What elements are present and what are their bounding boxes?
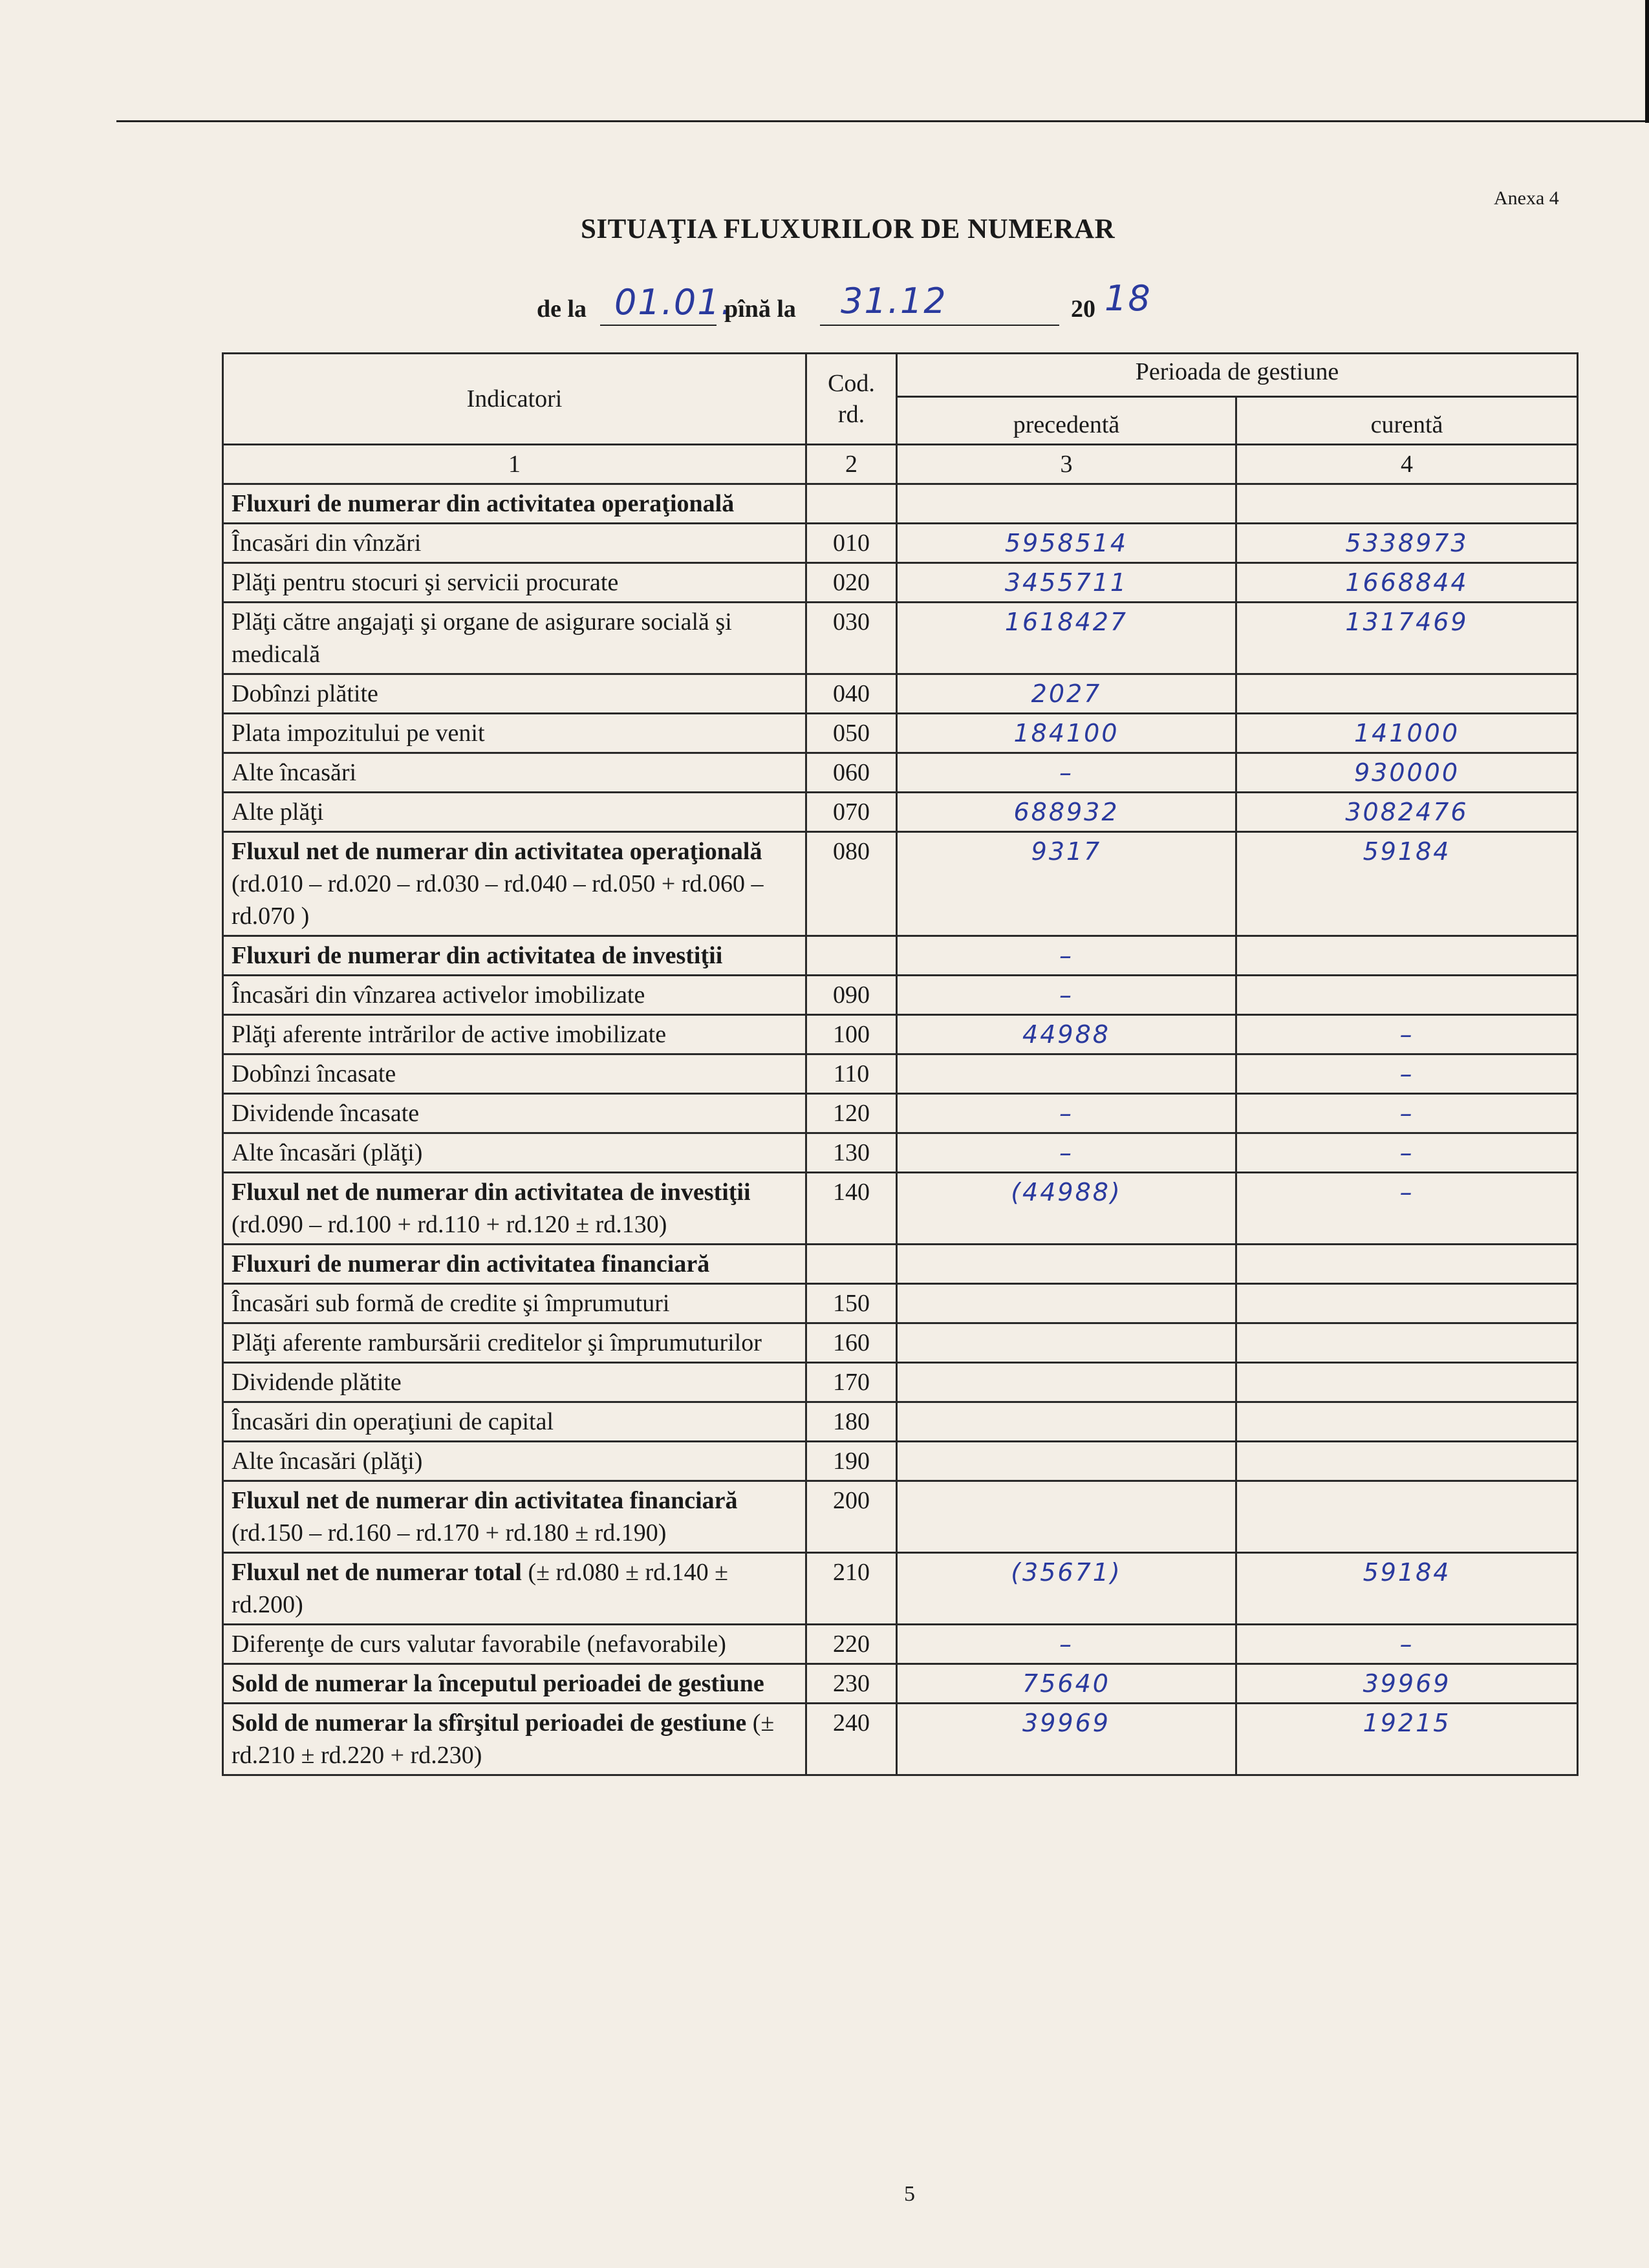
table-row [223,524,1578,563]
value-previous [897,1363,1236,1402]
value-current: – [1236,1133,1578,1173]
indicator-label: Fluxuri de numerar din activitatea operaţională [223,484,806,524]
indicator-label [223,832,806,936]
table-row [223,563,1578,603]
row-code: 230 [806,1664,897,1704]
indicator-label-formula: (rd.010 – rd.020 – rd.030 – rd.040 – rd.050 + rd.060 – rd.070 ) [232,870,764,930]
value-previous: (44988) [897,1173,1236,1245]
value-previous [897,1245,1236,1284]
indicator-label: Alte încasări (plăţi) [223,1133,806,1173]
row-code: 140 [806,1173,897,1245]
value-previous: 75640 [897,1664,1236,1704]
annex-label: Anexa 4 [1494,187,1559,209]
table-row [223,1323,1578,1363]
indicator-label-bold: Fluxul net de numerar total [232,1559,522,1586]
indicator-label-bold: Sold de numerar la sfîrşitul perioadei de gestiune [232,1709,747,1737]
row-code: 090 [806,976,897,1015]
indicator-label: Diferenţe de curs valutar favorabile (nefavorabile) [223,1625,806,1664]
header-period: Perioada de gestiune [897,354,1578,397]
table-row [223,1284,1578,1323]
row-code: 150 [806,1284,897,1323]
indicator-label: Alte plăţi [223,793,806,832]
value-previous: 184100 [897,714,1236,753]
indicator-label-formula: (± rd.210 ± rd.220 + rd.230) [232,1709,775,1769]
period-from-value: 01.01. [614,282,733,323]
header-previous: precedentă [897,397,1236,445]
value-previous [897,1442,1236,1481]
value-current: – [1236,1015,1578,1054]
indicator-label-bold: Fluxul net de numerar din activitatea financiară [232,1487,738,1514]
value-previous: 9317 [897,832,1236,936]
table-row [223,1054,1578,1094]
value-previous: – [897,1133,1236,1173]
table-row [223,1704,1578,1775]
value-current: 930000 [1236,753,1578,793]
value-previous: 3455711 [897,563,1236,603]
value-previous: – [897,936,1236,976]
value-current: 59184 [1236,1553,1578,1625]
indicator-label: Dobînzi încasate [223,1054,806,1094]
row-code: 210 [806,1553,897,1625]
value-previous: 5958514 [897,524,1236,563]
value-current [1236,1481,1578,1553]
table-row [223,936,1578,976]
value-previous: 1618427 [897,603,1236,674]
row-code: 020 [806,563,897,603]
indicator-label: Încasări din vînzarea activelor imobilizate [223,976,806,1015]
table-row [223,1402,1578,1442]
table-row [223,674,1578,714]
table-row [223,1625,1578,1664]
indicator-label: Dobînzi plătite [223,674,806,714]
row-code: 130 [806,1133,897,1173]
indicator-label: Plăţi pentru stocuri şi servicii procurate [223,563,806,603]
page-number: 5 [904,2182,915,2206]
period-to-line [820,325,1059,326]
indicator-label: Plăţi aferente rambursării creditelor şi împrumuturilor [223,1323,806,1363]
row-code: 240 [806,1704,897,1775]
row-code: 030 [806,603,897,674]
value-current [1236,936,1578,976]
value-previous [897,1284,1236,1323]
table-row [223,714,1578,753]
table-row [223,1442,1578,1481]
value-current: – [1236,1625,1578,1664]
value-current [1236,1323,1578,1363]
value-current: 141000 [1236,714,1578,753]
value-current: 5338973 [1236,524,1578,563]
table-row [223,484,1578,524]
indicator-label: Dividende încasate [223,1094,806,1133]
value-current: – [1236,1094,1578,1133]
indicator-label-formula: (± rd.080 ± rd.140 ± rd.200) [232,1559,728,1618]
indicator-label: Alte încasări (plăţi) [223,1442,806,1481]
row-code [806,936,897,976]
header-current: curentă [1236,397,1578,445]
value-previous [897,1481,1236,1553]
period-to-value: 31.12 [841,281,947,321]
value-current: 1317469 [1236,603,1578,674]
value-current [1236,1402,1578,1442]
table-row [223,1015,1578,1054]
indicator-label-bold: Fluxul net de numerar din activitatea de investiţii [232,1179,751,1206]
value-previous [897,1402,1236,1442]
value-current: 59184 [1236,832,1578,936]
value-previous: (35671) [897,1553,1236,1625]
indicator-label: Încasări sub formă de credite şi împrumuturi [223,1284,806,1323]
indicator-label: Încasări din operaţiuni de capital [223,1402,806,1442]
column-number: 3 [897,445,1236,484]
value-current: 39969 [1236,1664,1578,1704]
row-code: 160 [806,1323,897,1363]
page-top-rule [116,120,1649,122]
value-current [1236,1363,1578,1402]
value-previous: 39969 [897,1704,1236,1775]
row-code: 170 [806,1363,897,1402]
document-title: SITUAŢIA FLUXURILOR DE NUMERAR [581,214,1116,244]
value-previous: – [897,753,1236,793]
value-current: 1668844 [1236,563,1578,603]
indicator-label: Plăţi către angajaţi şi organe de asigurare socială şi medicală [223,603,806,674]
period-year-prefix: 20 [1071,295,1095,323]
value-previous: 688932 [897,793,1236,832]
row-code: 010 [806,524,897,563]
value-current [1236,1442,1578,1481]
indicator-label: Alte încasări [223,753,806,793]
indicator-label [223,1704,806,1775]
row-code: 080 [806,832,897,936]
value-current: – [1236,1054,1578,1094]
row-code: 060 [806,753,897,793]
indicator-label: Fluxuri de numerar din activitatea de investiţii [223,936,806,976]
indicator-label-formula: (rd.090 – rd.100 + rd.110 + rd.120 ± rd.130) [232,1211,667,1238]
header-code: Cod. rd. [806,354,897,445]
header-indicators: Indicatori [223,354,806,445]
value-previous: 44988 [897,1015,1236,1054]
value-previous: 2027 [897,674,1236,714]
table-row [223,1173,1578,1245]
value-previous [897,1323,1236,1363]
row-code [806,484,897,524]
indicator-label: Sold de numerar la începutul perioadei de gestiune [223,1664,806,1704]
value-current: – [1236,1173,1578,1245]
row-code: 100 [806,1015,897,1054]
value-previous [897,1054,1236,1094]
indicator-label [223,1173,806,1245]
table-row [223,793,1578,832]
row-code: 200 [806,1481,897,1553]
table-row [223,976,1578,1015]
indicator-label: Plata impozitului pe venit [223,714,806,753]
indicator-label: Încasări din vînzări [223,524,806,563]
column-number-row [223,445,1578,484]
indicator-label-bold: Fluxul net de numerar din activitatea operaţională [232,838,762,865]
table-row [223,1481,1578,1553]
indicator-label: Plăţi aferente intrărilor de active imobilizate [223,1015,806,1054]
value-current [1236,1284,1578,1323]
table-row [223,1664,1578,1704]
period-from-line [600,325,717,326]
value-previous [897,484,1236,524]
indicator-label [223,1553,806,1625]
table-row [223,1363,1578,1402]
column-number: 1 [223,445,806,484]
period-from-label: de la [537,295,587,323]
column-number: 2 [806,445,897,484]
value-current [1236,674,1578,714]
scan-edge-shadow [1645,0,1649,123]
table-row [223,603,1578,674]
row-code: 040 [806,674,897,714]
table-row [223,1133,1578,1173]
value-current: 19215 [1236,1704,1578,1775]
value-current [1236,484,1578,524]
value-current [1236,1245,1578,1284]
row-code: 190 [806,1442,897,1481]
period-year-suffix: 18 [1105,278,1152,319]
value-current: 3082476 [1236,793,1578,832]
row-code: 120 [806,1094,897,1133]
column-number: 4 [1236,445,1578,484]
indicator-label [223,1481,806,1553]
table-row [223,1553,1578,1625]
indicator-label-formula: (rd.150 – rd.160 – rd.170 + rd.180 ± rd.190) [232,1519,667,1546]
value-previous: – [897,1094,1236,1133]
reporting-period [537,278,1429,332]
table-row [223,753,1578,793]
period-to-label: pînă la [724,295,796,323]
table-row [223,1245,1578,1284]
row-code: 180 [806,1402,897,1442]
cash-flow-table [222,352,1579,1776]
row-code: 220 [806,1625,897,1664]
row-code [806,1245,897,1284]
value-previous: – [897,976,1236,1015]
row-code: 050 [806,714,897,753]
indicator-label: Dividende plătite [223,1363,806,1402]
value-current [1236,976,1578,1015]
row-code: 070 [806,793,897,832]
indicator-label: Fluxuri de numerar din activitatea financiară [223,1245,806,1284]
table-row [223,832,1578,936]
table-row [223,1094,1578,1133]
row-code: 110 [806,1054,897,1094]
value-previous: – [897,1625,1236,1664]
